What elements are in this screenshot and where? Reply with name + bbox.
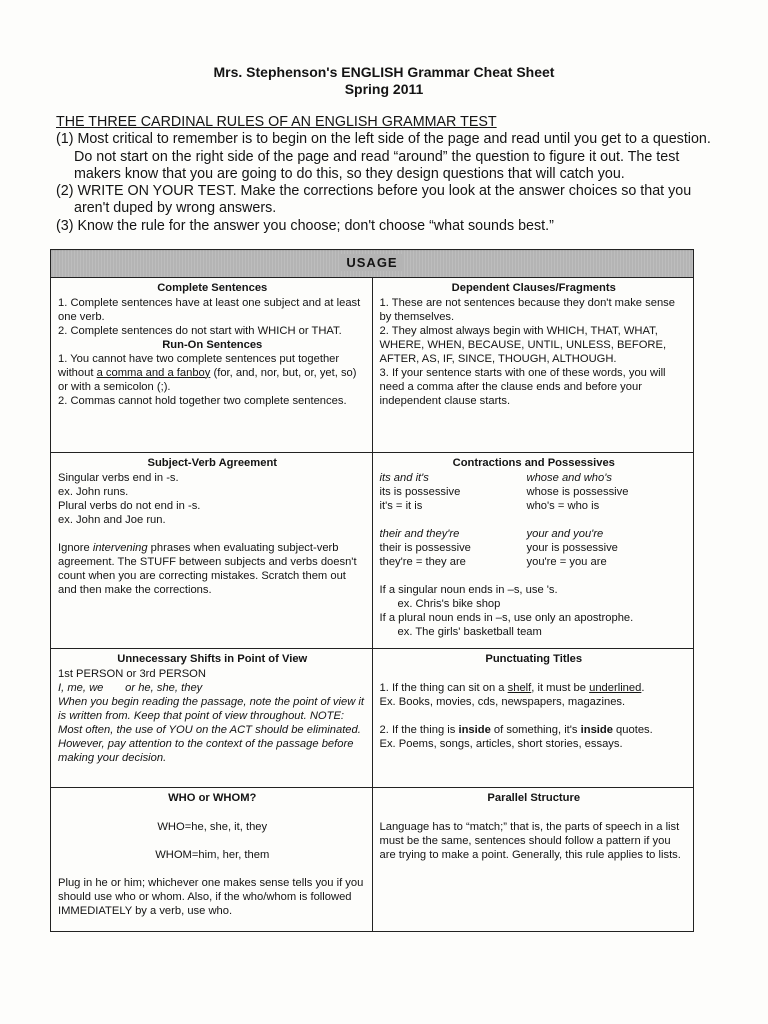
run-on-rule-1-text-c: (for, and, nor, but, or, yet, so) or with a semicolon (;). [58, 366, 357, 393]
titles-rule-2-inside-2: inside [580, 723, 613, 736]
parallel-structure-paragraph: Language has to “match;” that is, the parts of speech in a list must be the same, sentences should follow a pattern if you are trying to make a point. Generally, this rule applies to lists. [379, 820, 681, 861]
contractions-row-4 [380, 555, 689, 569]
who-whom-paragraph: Plug in he or him; whichever one makes sense tells you if you should use who or whom. Also, if the who/whom is followed IMMEDIATELY by a verb, use who. [58, 876, 364, 917]
run-on-rule-2: 2. Commas cannot hold together two complete sentences. [58, 394, 347, 407]
contractions-row-heading-2 [380, 527, 689, 541]
run-on-rule-1-text-a: 1. You cannot have two complete sentences put together without [58, 352, 340, 379]
titles-rule-2-inside: inside [458, 723, 491, 736]
their-possessive: their is possessive [379, 542, 471, 555]
contractions-row-1 [380, 485, 689, 499]
its-possessive: its is possessive [379, 486, 461, 499]
usage-table [50, 249, 694, 932]
run-on-title: Run-On Sentences [162, 338, 263, 351]
subject-verb-paragraph-italic: intervening [92, 542, 148, 555]
dependent-clauses-cell [372, 277, 694, 453]
who-whom-title: WHO or WHOM? [168, 791, 257, 804]
whom-line: WHOM=him, her, them [155, 848, 270, 861]
shifts-line-2: I, me, we or he, she, they [58, 681, 203, 694]
cardinal-rule-1: (1) Most critical to remember is to begin on the left side of the page and read until you get to a question. Do not start on the right side of the page and read “around” the question to figure it out. The test makers know that you are going to do this, so they design questions that will catch you. [56, 131, 711, 182]
complete-sentences-rule-1: 1. Complete sentences have at least one subject and at least one verb. [58, 296, 361, 323]
subject-verb-title: Subject-Verb Agreement [147, 457, 278, 470]
shifts-line-1: 1st PERSON or 3rd PERSON [58, 667, 206, 680]
complete-sentences-rule-2: 2. Complete sentences do not start with WHICH or THAT. [58, 324, 342, 337]
cardinal-rule-3: (3) Know the rule for the answer you choose; don't choose “what sounds best.” [56, 217, 554, 234]
who-whom-cell [51, 787, 373, 931]
usage-header [51, 250, 694, 278]
its-contraction: it's = it is [379, 500, 423, 513]
cardinal-rule-2: (2) WRITE ON YOUR TEST. Make the corrections before you look at the answer choices so that you aren't duped by wrong answers. [56, 183, 692, 217]
dependent-clauses-rule-3: 3. If your sentence starts with one of these words, you will need a comma after the clause ends and before your independent clause starts. [379, 366, 666, 407]
titles-rule-1-e: . [641, 681, 645, 694]
titles-rule-1-example: Ex. Books, movies, cds, newspapers, magazines. [379, 695, 626, 708]
subject-verb-line-4: ex. John and Joe run. [58, 514, 166, 527]
titles-rule-2-c: of something, it's [490, 723, 581, 736]
complete-sentences-cell [51, 277, 373, 453]
titles-rule-2-a: 2. If the thing is [379, 723, 459, 736]
titles-rule-2 [380, 723, 689, 737]
document-header [0, 64, 768, 98]
your-possessive: your is possessive [526, 542, 618, 555]
parallel-structure-cell [372, 787, 694, 931]
document-title: Mrs. Stephenson's ENGLISH Grammar Cheat Sheet [213, 64, 555, 80]
singular-noun-example: ex. Chris's bike shop [397, 598, 501, 611]
youre-contraction: you're = you are [526, 556, 607, 569]
titles-rule-1-c: , it must be [531, 681, 590, 694]
singular-noun-rule: If a singular noun ends in –s, use 's. [379, 584, 558, 597]
cardinal-rules [56, 114, 716, 235]
titles-title: Punctuating Titles [485, 652, 583, 665]
subject-verb-line-1: Singular verbs end in -s. [58, 472, 179, 485]
shifts-title: Unnecessary Shifts in Point of View [117, 652, 308, 665]
subject-verb-paragraph-a: Ignore [58, 542, 93, 555]
plural-noun-example: ex. The girls' basketball team [397, 626, 542, 639]
titles-rule-2-example: Ex. Poems, songs, articles, short stories, essays. [379, 737, 623, 750]
cardinal-rules-title: THE THREE CARDINAL RULES OF AN ENGLISH GRAMMAR TEST [56, 114, 497, 130]
subject-verb-line-2: ex. John runs. [58, 486, 129, 499]
contractions-cell [372, 453, 694, 648]
titles-rule-1-shelf: shelf [507, 681, 532, 694]
subject-verb-paragraph-c: phrases when evaluating subject-verb agreement. The STUFF between subjects and verbs doesn't count when you are correcting mistakes. Scratch them out and then make the corrections. [58, 542, 357, 597]
who-line: WHO=he, she, it, they [157, 820, 268, 833]
document-term: Spring 2011 [344, 81, 424, 97]
their-heading: their and they're [379, 528, 460, 541]
subject-verb-paragraph [58, 541, 367, 597]
your-heading: your and you're [526, 528, 604, 541]
titles-rule-1-a: 1. If the thing can sit on a [379, 681, 508, 694]
its-heading: its and it's [379, 472, 429, 485]
shifts-cell [51, 648, 373, 787]
usage-label: USAGE [340, 254, 403, 271]
titles-cell [372, 648, 694, 787]
dependent-clauses-rule-2: 2. They almost always begin with WHICH, THAT, WHAT, WHERE, WHEN, BECAUSE, UNTIL, UNLESS, BEFORE, AFTER, AS, IF, SINCE, THOUGH, ALTHOUGH. [379, 324, 667, 365]
whose-heading: whose and who's [526, 472, 612, 485]
parallel-structure-title: Parallel Structure [487, 791, 581, 804]
shifts-paragraph: When you begin reading the passage, note the point of view it is written from. Keep that point of view throughout. NOTE: Most often, the use of YOU on the ACT should be eliminated. However, pay attention to the context of the passage before making your decision. [58, 695, 364, 764]
subject-verb-cell [51, 453, 373, 648]
dependent-clauses-rule-1: 1. These are not sentences because they don't make sense by themselves. [379, 296, 675, 323]
plural-noun-rule: If a plural noun ends in –s, use only an apostrophe. [379, 612, 634, 625]
contractions-row-3 [380, 541, 689, 555]
contractions-title: Contractions and Possessives [452, 457, 615, 470]
subject-verb-line-3: Plural verbs do not end in -s. [58, 500, 201, 513]
run-on-rule-1-underline: a comma and a fanboy [96, 366, 211, 379]
theyre-contraction: they're = they are [379, 556, 466, 569]
titles-rule-2-e: quotes. [612, 723, 653, 736]
contractions-row-2 [380, 499, 689, 513]
complete-sentences-title: Complete Sentences [157, 281, 268, 294]
titles-rule-1-underlined: underlined [589, 681, 642, 694]
contractions-row-heading-1 [380, 471, 689, 485]
run-on-rule-1 [58, 352, 367, 394]
titles-rule-1 [380, 681, 689, 695]
whos-contraction: who's = who is [526, 500, 600, 513]
dependent-clauses-title: Dependent Clauses/Fragments [451, 281, 616, 294]
whose-possessive: whose is possessive [526, 486, 629, 499]
